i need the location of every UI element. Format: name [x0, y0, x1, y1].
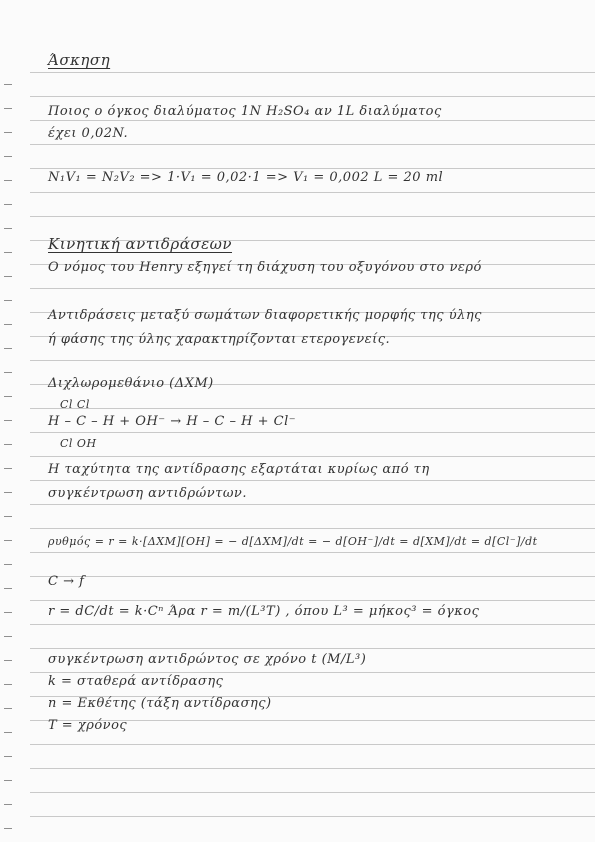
- rate-law-equation: ρυθμός = r = k·[ΔΧΜ][OH] = − d[ΔΧΜ]/dt = − d[OH⁻]/dt = d[ΧΜ]/dt = d[Cl⁻]/dt: [48, 535, 538, 548]
- definition-t: T = χρόνος: [48, 718, 128, 733]
- margin-tick: [4, 132, 12, 133]
- margin-tick: [4, 828, 12, 829]
- margin-tick: [4, 684, 12, 685]
- margin-tick: [4, 396, 12, 397]
- ruled-line: [30, 816, 595, 817]
- question-line-2: έχει 0,02N.: [48, 126, 129, 141]
- ruled-line: [30, 408, 595, 409]
- margin-tick: [4, 492, 12, 493]
- margin-tick: [4, 756, 12, 757]
- ruled-line: [30, 744, 595, 745]
- concentration-arrow: C → f: [48, 574, 85, 589]
- ruled-line: [30, 72, 595, 73]
- margin-tick: [4, 612, 12, 613]
- ruled-line: [30, 360, 595, 361]
- reaction-bottom-substituents: Cl OH: [60, 437, 97, 450]
- ruled-line: [30, 528, 595, 529]
- ruled-line: [30, 504, 595, 505]
- margin-tick: [4, 420, 12, 421]
- question-line-1: Ποιος ο όγκος διαλύματος 1N H₂SO₄ αν 1L διαλύματος: [48, 104, 442, 119]
- margin-tick: [4, 108, 12, 109]
- heading-exercise: Άσκηση: [48, 51, 111, 69]
- ruled-line: [30, 288, 595, 289]
- margin-tick: [4, 204, 12, 205]
- margin-tick: [4, 468, 12, 469]
- dichloromethane-title: Διχλωρομεθάνιο (ΔΧΜ): [48, 376, 214, 391]
- ruled-line: [30, 96, 595, 97]
- margin-tick: [4, 708, 12, 709]
- margin-tick: [4, 84, 12, 85]
- ruled-line: [30, 768, 595, 769]
- margin-tick: [4, 228, 12, 229]
- heterogeneous-line-1: Αντιδράσεις μεταξύ σωμάτων διαφορετικής μορφής της ύλης: [48, 308, 482, 323]
- ruled-line: [30, 648, 595, 649]
- definition-n: n = Εκθέτης (τάξη αντίδρασης): [48, 696, 272, 711]
- margin-tick: [4, 444, 12, 445]
- definition-concentration: συγκέντρωση αντιδρώντος σε χρόνο t (M/L³): [48, 652, 367, 667]
- margin-tick: [4, 780, 12, 781]
- ruled-line: [30, 600, 595, 601]
- margin-tick: [4, 348, 12, 349]
- ruled-line: [30, 672, 595, 673]
- margin-tick: [4, 660, 12, 661]
- ruled-line: [30, 576, 595, 577]
- margin-tick: [4, 372, 12, 373]
- ruled-line: [30, 624, 595, 625]
- equation-normality: N₁V₁ = N₂V₂ => 1·V₁ = 0,02·1 => V₁ = 0,002 L = 20 ml: [48, 170, 444, 185]
- rate-formula-line: r = dC/dt = k·Cⁿ Άρα r = m/(L³T) , όπου L³ = μήκος³ = όγκος: [48, 604, 480, 619]
- reaction-equation: H – C – H + OH⁻ → H – C – H + Cl⁻: [48, 414, 297, 429]
- ruled-line: [30, 456, 595, 457]
- margin-tick: [4, 276, 12, 277]
- margin-tick: [4, 324, 12, 325]
- ruled-line: [30, 144, 595, 145]
- margin-tick: [4, 516, 12, 517]
- reaction-top-substituents: Cl Cl: [60, 398, 90, 411]
- margin-tick: [4, 636, 12, 637]
- heading-kinetics: Κινητική αντιδράσεων: [48, 235, 233, 253]
- rate-dependence-line-1: Η ταχύτητα της αντίδρασης εξαρτάται κυρίως από τη: [48, 462, 430, 477]
- margin-tick: [4, 180, 12, 181]
- heterogeneous-line-2: ή φάσης της ύλης χαρακτηρίζονται ετερογενείς.: [48, 332, 391, 347]
- margin-tick: [4, 252, 12, 253]
- margin-tick: [4, 156, 12, 157]
- ruled-line: [30, 192, 595, 193]
- ruled-line: [30, 552, 595, 553]
- ruled-line: [30, 432, 595, 433]
- ruled-line: [30, 168, 595, 169]
- ruled-line: [30, 216, 595, 217]
- margin-tick: [4, 540, 12, 541]
- margin-tick: [4, 564, 12, 565]
- ruled-line: [30, 792, 595, 793]
- rate-dependence-line-2: συγκέντρωση αντιδρώντων.: [48, 486, 247, 501]
- henry-law-line: Ο νόμος του Henry εξηγεί τη διάχυση του οξυγόνου στο νερό: [48, 260, 482, 275]
- ruled-line: [30, 480, 595, 481]
- margin-tick: [4, 300, 12, 301]
- margin-tick: [4, 732, 12, 733]
- margin-tick: [4, 804, 12, 805]
- margin-tick: [4, 588, 12, 589]
- definition-k: k = σταθερά αντίδρασης: [48, 674, 224, 689]
- ruled-line: [30, 120, 595, 121]
